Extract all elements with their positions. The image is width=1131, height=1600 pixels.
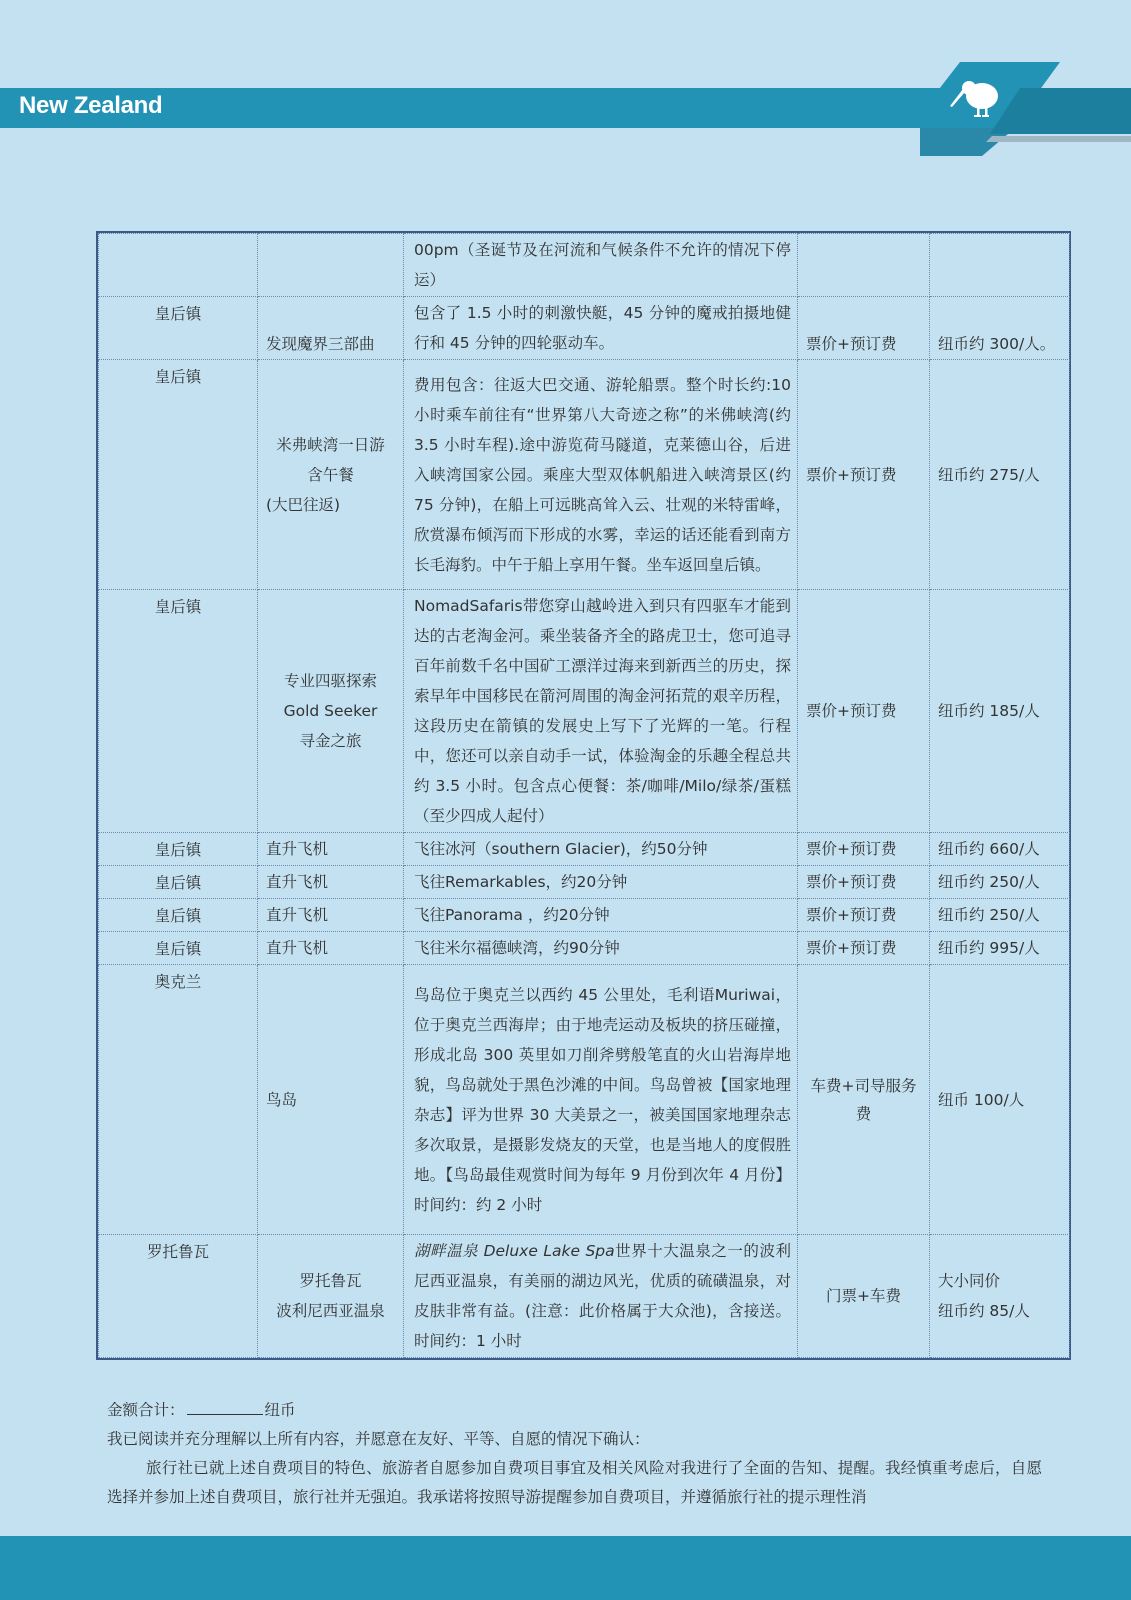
- footer-text: [107, 1396, 1042, 1512]
- city-cell: 皇后镇: [99, 833, 258, 866]
- item-name-cell: 直升飞机: [258, 833, 404, 866]
- city-cell: 皇后镇: [99, 866, 258, 899]
- price-cell: [930, 297, 1070, 360]
- item-description-text: 世界十大温泉之一的波利尼西亚温泉，有美丽的湖边风光，优质的硫磺温泉，对皮肤非常有益。(注意：此价格属于大众池)，含接送。时间约：1 小时: [414, 1242, 791, 1350]
- city-cell: 皇后镇: [99, 899, 258, 932]
- item-description-cell: 飞往米尔福德峡湾，约90分钟: [404, 932, 798, 965]
- item-name-line: (大巴往返): [266, 495, 341, 514]
- fee-type-cell: 票价+预订费: [798, 866, 930, 899]
- city-cell: 皇后镇: [99, 297, 258, 360]
- price-line: 纽币约 250/人: [938, 873, 1040, 891]
- confirm-text: 我已阅读并充分理解以上所有内容，并愿意在友好、平等、自愿的情况下确认：: [107, 1430, 650, 1448]
- fee-type-cell: 门票+车费: [798, 1235, 930, 1358]
- item-name-line: 专业四驱探索: [283, 672, 377, 690]
- consent-paragraph: 旅行社已就上述自费项目的特色、旅游者自愿参加自费项目事宜及相关风险对我进行了全面的告知、提醒。我经慎重考虑后，自愿选择并参加上述自费项目，旅行社并无强迫。我承诺将按照导游提醒参加自费项目，并遵循旅行社的提示理性消: [107, 1459, 1042, 1506]
- item-description-cell: 鸟岛位于奥克兰以西约 45 公里处，毛利语Muriwai，位于奥克兰西海岸；由于地壳运动及板块的挤压碰撞，形成北岛 300 英里如刀削斧劈般笔直的火山岩海岸地貌，鸟岛就处于黑色沙滩的中间。鸟岛曾被【国家地理杂志】评为世界 30 大美景之一，被美国国家地理杂志多次取景，是摄影发烧友的天堂，也是当地人的度假胜地。【鸟岛最佳观赏时间为每年 9 月份到次年 4 月份】时间约：约 2 小时: [404, 965, 798, 1235]
- price-line: 纽币约 250/人: [938, 906, 1040, 924]
- table-row: [99, 1235, 1070, 1358]
- item-description-cell: [404, 1235, 798, 1358]
- price-cell: [930, 932, 1070, 965]
- city-cell: 罗托鲁瓦: [99, 1235, 258, 1358]
- fee-type-cell: 票价+预订费: [798, 899, 930, 932]
- price-line: 纽币约 85/人: [938, 1302, 1030, 1320]
- table-row: [99, 234, 1070, 297]
- fee-type-cell: 票价+预订费: [798, 932, 930, 965]
- item-name-cell: 发现魔界三部曲: [258, 297, 404, 360]
- item-name-line: 罗托鲁瓦: [299, 1272, 362, 1290]
- price-cell: [930, 1235, 1070, 1358]
- item-description-cell: NomadSafaris带您穿山越岭进入到只有四驱车才能到达的古老淘金河。乘坐装备齐全的路虎卫士，您可追寻百年前数千名中国矿工漂洋过海来到新西兰的历史，探索早年中国移民在箭河周围的淘金河拓荒的艰辛历程，这段历史在箭镇的发展史上写下了光辉的一笔。行程中，您还可以亲自动手一试，体验淘金的乐趣全程总共约 3.5 小时。包含点心便餐：茶/咖啡/Milo/绿茶/蛋糕（至少四成人起付）: [404, 590, 798, 833]
- price-line: 纽币约 275/人: [938, 465, 1040, 484]
- city-cell: 皇后镇: [99, 360, 258, 590]
- item-description-cell: 费用包含：往返大巴交通、游轮船票。整个时长约:10 小时乘车前往有“世界第八大奇迹之称”的米佛峡湾(约 3.5 小时车程).途中游览荷马隧道，克莱德山谷，后进入峡湾国家公园。乘座大型双体帆船进入峡湾景区(约 75 分钟)，在船上可远眺高耸入云、壮观的米特雷峰，欣赏瀑布倾泻而下形成的水雾，幸运的话还能看到南方长毛海豹。中午于船上享用午餐。坐车返回皇后镇。: [404, 360, 798, 590]
- table-row: [99, 866, 1070, 899]
- total-amount-blank[interactable]: [187, 1396, 263, 1415]
- city-cell: [99, 234, 258, 297]
- table-row: [99, 899, 1070, 932]
- price-cell: [930, 833, 1070, 866]
- self-pay-items-table: [96, 231, 1071, 1360]
- table-row: [99, 932, 1070, 965]
- price-cell: [930, 590, 1070, 833]
- item-name-line: Gold Seeker: [283, 702, 378, 720]
- header-title: New Zealand: [19, 92, 163, 119]
- fee-type-cell: 车费+司导服务费: [798, 965, 930, 1235]
- total-line: [107, 1396, 1042, 1425]
- price-line: 大小同价: [938, 1272, 1001, 1290]
- table-row: [99, 590, 1070, 833]
- price-cell: [930, 234, 1070, 297]
- item-name-line: 含午餐: [307, 465, 354, 484]
- table-row: [99, 297, 1070, 360]
- logo: [920, 58, 1131, 158]
- total-unit: 纽币: [264, 1401, 296, 1419]
- table-row: [99, 833, 1070, 866]
- fee-type-cell: 票价+预订费: [798, 297, 930, 360]
- item-name-cell: [258, 1235, 404, 1358]
- item-name-line: 寻金之旅: [299, 732, 362, 750]
- item-name-cell: [258, 590, 404, 833]
- city-cell: 皇后镇: [99, 932, 258, 965]
- city-cell: 奥克兰: [99, 965, 258, 1235]
- item-name-cell: 直升飞机: [258, 899, 404, 932]
- price-cell: [930, 360, 1070, 590]
- price-cell: [930, 866, 1070, 899]
- item-description-cell: 飞往冰河（southern Glacier)，约50分钟: [404, 833, 798, 866]
- total-label: 金额合计：: [107, 1401, 185, 1419]
- price-cell: [930, 965, 1070, 1235]
- price-cell: [930, 899, 1070, 932]
- price-line: 纽币约 660/人: [938, 840, 1040, 858]
- item-description-cell: 飞往Remarkables，约20分钟: [404, 866, 798, 899]
- logo-graphic: [920, 58, 1131, 158]
- table-row: [99, 965, 1070, 1235]
- fee-type-cell: 票价+预订费: [798, 833, 930, 866]
- item-description-cell: 00pm（圣诞节及在河流和气候条件不允许的情况下停运）: [404, 234, 798, 297]
- footer-band: [0, 1536, 1131, 1600]
- city-cell: 皇后镇: [99, 590, 258, 833]
- price-line: 纽币 100/人: [938, 1090, 1025, 1109]
- item-name-cell: [258, 360, 404, 590]
- table-row: [99, 360, 1070, 590]
- fee-type-cell: [798, 234, 930, 297]
- item-name-line: 米弗峡湾一日游: [276, 435, 385, 454]
- price-line: 纽币约 995/人: [938, 939, 1040, 957]
- item-description-highlight: 湖畔温泉 Deluxe Lake Spa: [414, 1242, 615, 1260]
- fee-type-cell: 票价+预订费: [798, 590, 930, 833]
- fee-type-cell: 票价+预订费: [798, 360, 930, 590]
- item-name-cell: [258, 234, 404, 297]
- item-description-cell: 飞往Panorama ，约20分钟: [404, 899, 798, 932]
- price-line: 纽币约 185/人: [938, 702, 1040, 720]
- item-name-cell: 直升飞机: [258, 866, 404, 899]
- item-name-line: 波利尼西亚温泉: [276, 1302, 385, 1320]
- item-description-cell: 包含了 1.5 小时的刺激快艇，45 分钟的魔戒拍摄地健行和 45 分钟的四轮驱动车。: [404, 297, 798, 360]
- item-name-cell: 直升飞机: [258, 932, 404, 965]
- price-line: 纽币约 300/人。: [938, 335, 1056, 353]
- item-name-cell: 鸟岛: [258, 965, 404, 1235]
